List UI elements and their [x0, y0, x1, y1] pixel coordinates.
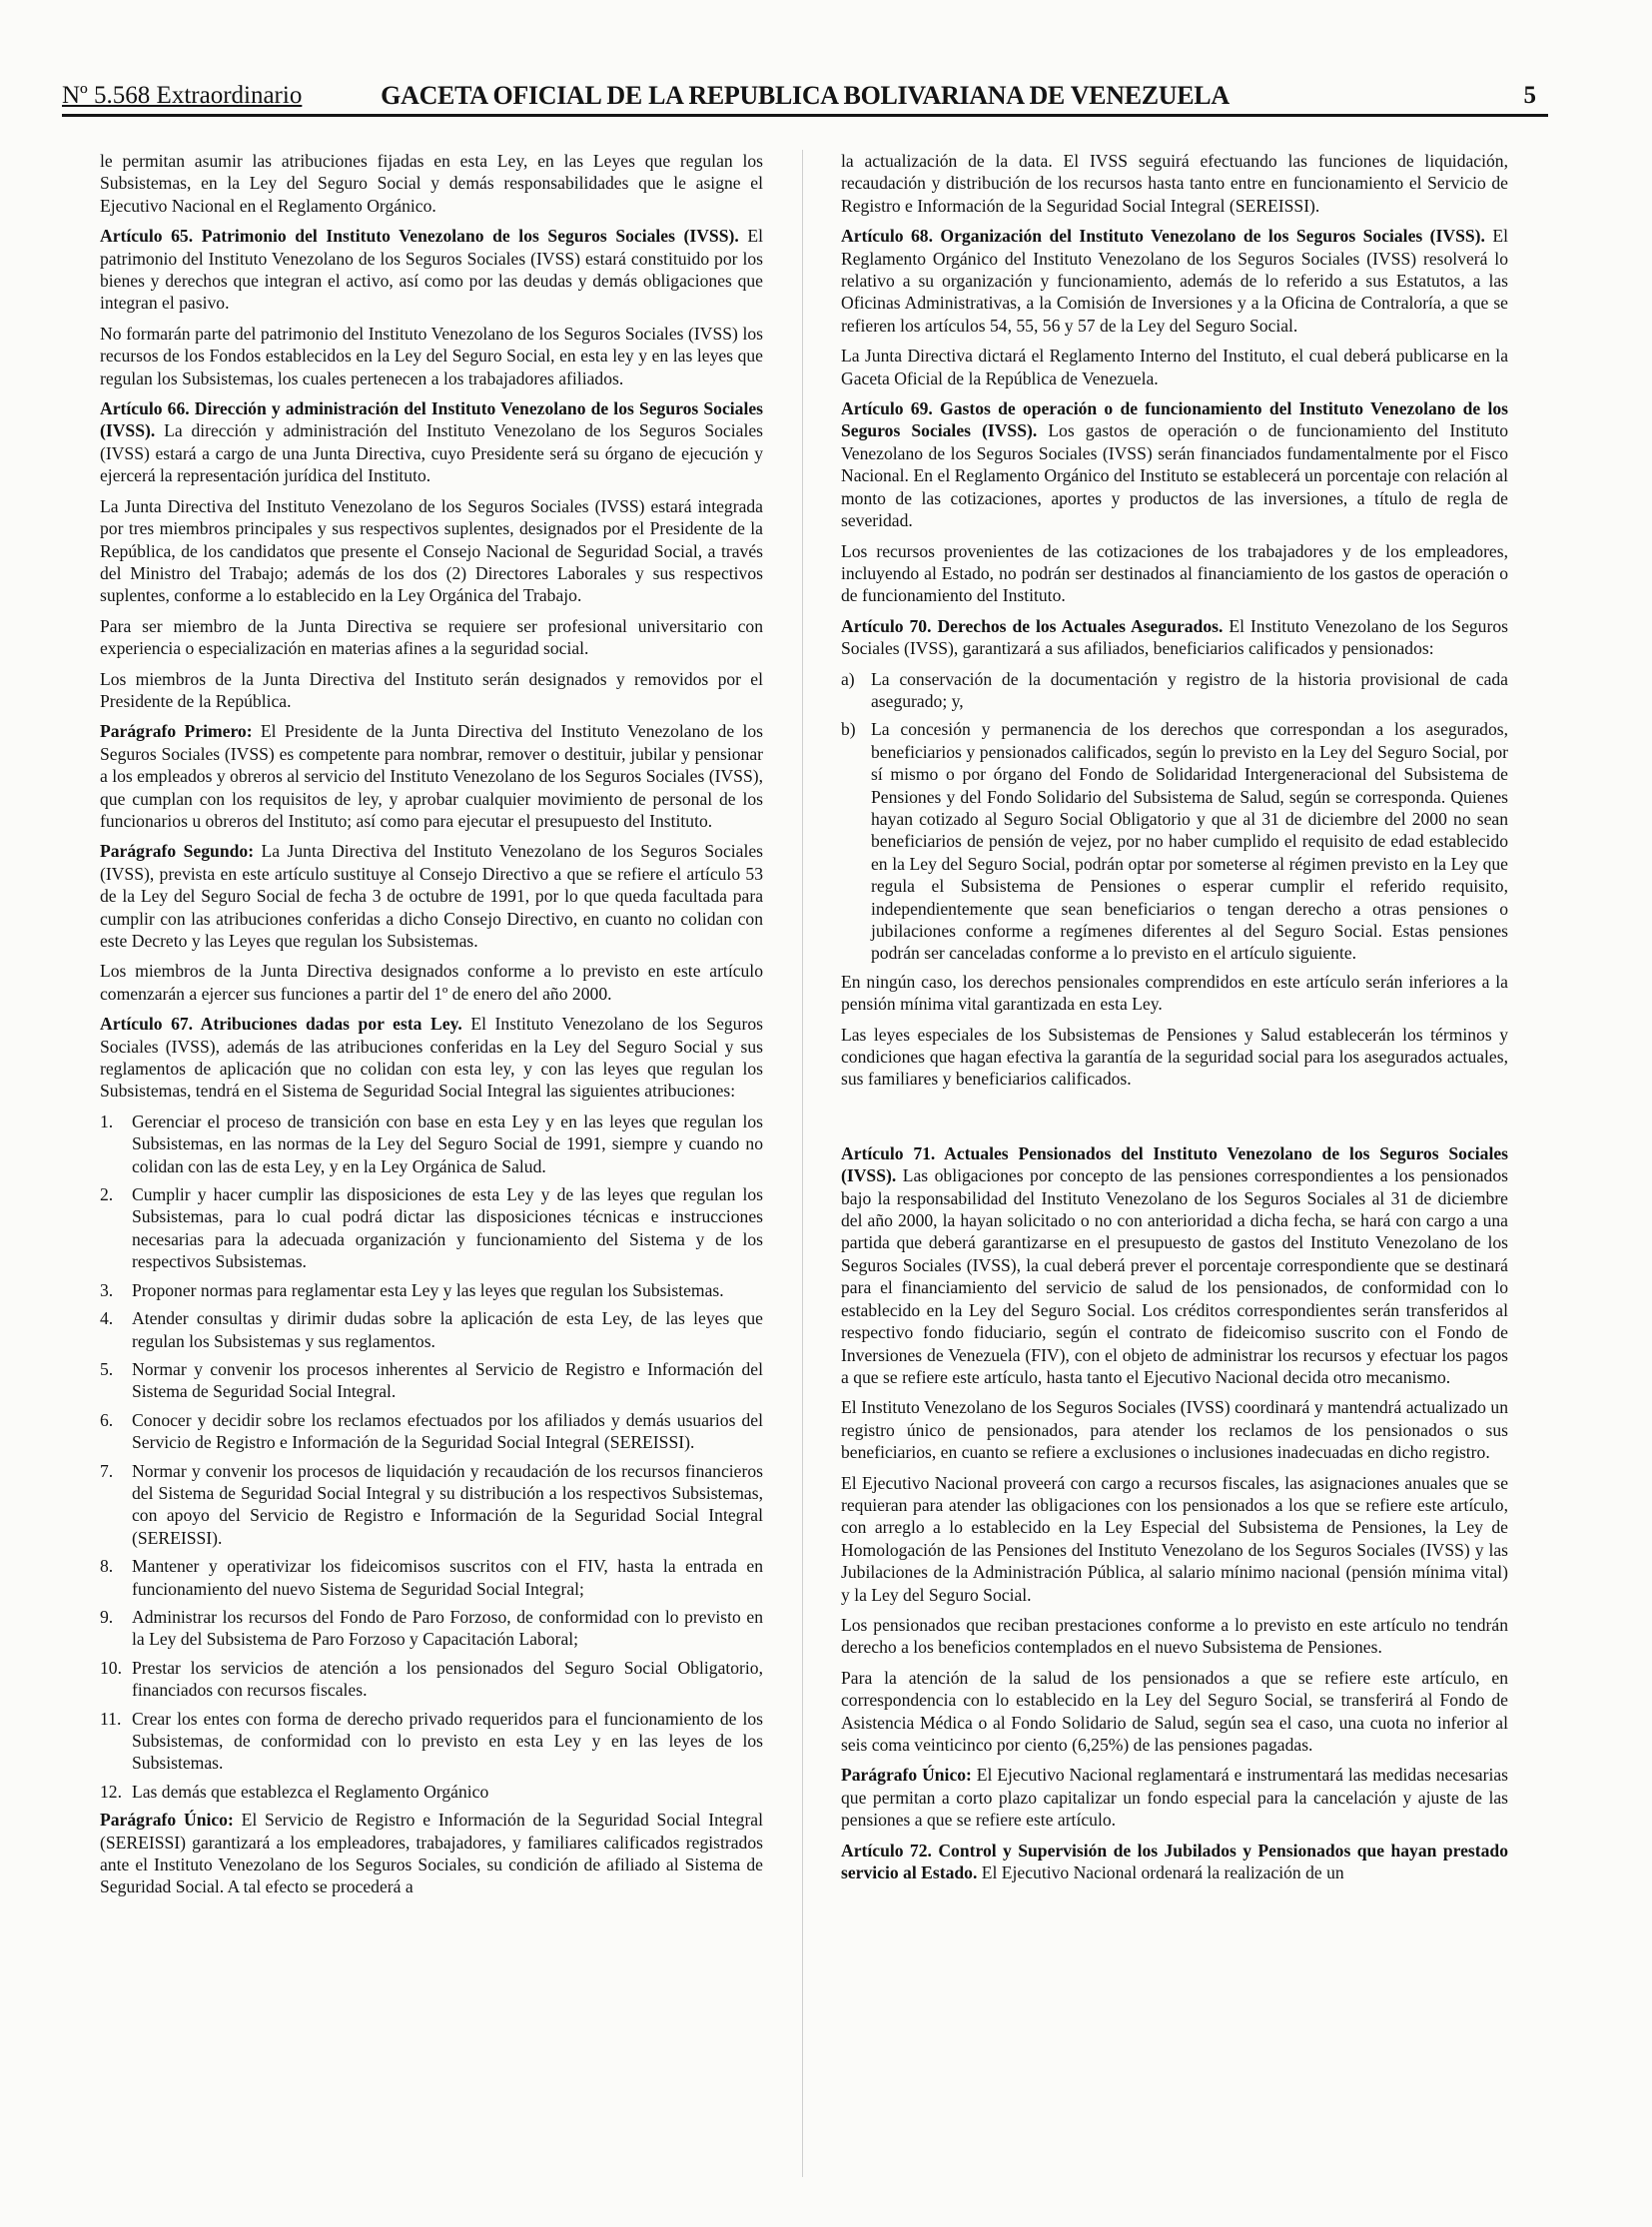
article-heading: Artículo 66. Dirección y administración del Instituto Venezolano de los Seguros Sociales (IVSS). [100, 398, 763, 441]
paragraph: le permitan asumir las atribuciones fijadas en esta Ley, en las Leyes que regulan los Subsistemas, en la Ley del Seguro Social y demás responsabilidades que le asigne el Ejecutivo Nacional en el Reglamento Orgánico. [100, 151, 763, 216]
page-number: 5 [1523, 82, 1536, 109]
list-text: Proponer normas para reglamentar esta Ley y las leyes que regulan los Subsistemas. [132, 1279, 724, 1300]
article-65 [100, 225, 763, 315]
right-column [841, 150, 1508, 1891]
list-item [841, 668, 1508, 713]
list-text: Normar y convenir los procesos de liquidación y recaudación de los recursos financieros del Sistema de Seguridad Social Integral y su distribución a los respectivos Subsistemas, con apoyo del Servicio de Registro e Información de la Seguridad Social Integral (SEREISSI). [132, 1460, 763, 1548]
list-item [100, 1555, 763, 1600]
article-text: El Reglamento Orgánico del Instituto Venezolano de los Seguros Sociales (IVSS) resolverá lo relativo a su organización y funcionamiento, además de lo referido a sus Estatutos, a las Oficinas Administrativas, a la Comisión de Inversiones y a la Oficina de Contraloría, a que se refieren los artículos 54, 55, 56 y 57 de la Ley del Seguro Social. [841, 226, 1508, 336]
paragraph-primero [100, 720, 763, 832]
list-letter: a) [841, 668, 855, 689]
paragraph-text: La Junta Directiva del Instituto Venezolano de los Seguros Sociales (IVSS), prevista en este artículo sustituye al Consejo Directivo a que se refiere el artículo 53 de la Ley del Seguro Social de fecha 3 de octubre de 1991, por lo que queda facultada para cumplir con las atribuciones conferidas a dicho Consejo Directivo, en cuanto no colidan con este Decreto y las Leyes que regulan los Subsistemas. [100, 841, 763, 951]
list-number: 10. [100, 1657, 122, 1678]
paragraph: Los recursos provenientes de las cotizaciones de los trabajadores y de los empleadores, incluyendo al Estado, no podrán ser destinados al financiamiento de los gastos de operación o de funcionamiento del Instituto. [841, 540, 1508, 606]
paragraph: Los miembros de la Junta Directiva del Instituto serán designados y removidos por el Presidente de la República. [100, 668, 763, 711]
article-heading: Artículo 70. Derechos de los Actuales Asegurados. [841, 615, 1224, 636]
article-heading: Artículo 72. Control y Supervisión de los Jubilados y Pensionados que hayan prestado servicio al Estado. [841, 1840, 1508, 1883]
list-number: 5. [100, 1358, 114, 1379]
list-text: Crear los entes con forma de derecho privado requeridos para el funcionamiento de los Subsistemas, de conformidad con lo previsto en esta Ley y en las leyes de los Subsistemas. [132, 1708, 763, 1774]
list-number: 6. [100, 1409, 114, 1430]
paragraph: Los pensionados que reciban prestaciones conforme a lo previsto en este artículo no tendrán derecho a los beneficios contemplados en el nuevo Subsistema de Pensiones. [841, 1614, 1508, 1658]
list-item [100, 1409, 763, 1454]
article-text: El Ejecutivo Nacional ordenará la realización de un [977, 1862, 1344, 1883]
list-number: 4. [100, 1308, 114, 1329]
article-text: La dirección y administración del Instituto Venezolano de los Seguros Sociales (IVSS) estará a cargo de una Junta Directiva, cuyo Presidente será su órgano de ejecución y ejercerá la representación jurídica del Instituto. [100, 420, 763, 486]
attributions-list [100, 1111, 763, 1803]
article-heading: Artículo 68. Organización del Instituto Venezolano de los Seguros Sociales (IVSS). [841, 226, 1485, 247]
paragraph-heading: Parágrafo Primero: [100, 721, 253, 742]
blank-space [841, 1099, 1508, 1142]
paragraph: No formarán parte del patrimonio del Instituto Venezolano de los Seguros Sociales (IVSS) los recursos de los Fondos establecidos en la Ley del Seguro Social, en esta ley y en las leyes que regulan los Subsistemas, los cuales pertenecen a los trabajadores afiliados. [100, 323, 763, 388]
list-number: 9. [100, 1606, 114, 1627]
paragraph: El Ejecutivo Nacional proveerá con cargo a recursos fiscales, las asignaciones anuales que se requieran para atender las obligaciones con los pensionados a los que se refiere este artículo, con arreglo a lo establecido en la Ley Especial del Subsistema de Pensiones, la Ley de Homologación de las Pensiones del Instituto Venezolano de los Seguros Sociales (IVSS) y las Jubilaciones de la Administración Pública, al salario mínimo nacional (pensión mínima vital) y la Ley del Seguro Social. [841, 1472, 1508, 1605]
article-heading: Artículo 67. Atribuciones dadas por esta Ley. [100, 1014, 462, 1035]
paragraph: Para la atención de la salud de los pensionados a que se refiere este artículo, en correspondencia con lo establecido en la Ley del Seguro Social, se transferirá al Fondo de Asistencia Médica o al Fondo Solidario de Salud, según sea el caso, una cuota no inferior al seis coma veinticinco por ciento (6,25%) de las pensiones pagadas. [841, 1667, 1508, 1755]
list-number: 2. [100, 1184, 114, 1205]
list-text: Prestar los servicios de atención a los pensionados del Seguro Social Obligatorio, financiados con recursos fiscales. [132, 1657, 763, 1701]
paragraph: la actualización de la data. El IVSS seguirá efectuando las funciones de liquidación, recaudación y distribución de los recursos hasta tanto entre en funcionamiento el Servicio de Registro e Información de la Seguridad Social Integral (SEREISSI). [841, 151, 1508, 216]
paragraph-heading: Parágrafo Único: [841, 1765, 972, 1786]
issue-number: Nº 5.568 Extraordinario [62, 82, 303, 109]
list-text: La concesión y permanencia de los derechos que correspondan a los asegurados, beneficiarios y pensionados calificados, según lo previsto en la Ley del Seguro Social, por sí mismo o por órgano del Fondo de Solidaridad Intergeneracional del Subsistema de Pensiones y del Fondo Solidario del Subsistema de Salud, según se corresponda. Quienes hayan cotizado al Seguro Social Obligatorio y que al 31 de diciembre del 2000 no sean beneficiarios de pensión de vejez, por no haber cumplido el requisito de edad establecido en la Ley del Seguro Social, podrán optar por someterse al régimen previsto en la Ley que regula el Subsistema de Pensiones o esperar cumplir el referido requisito, independientemente que sean beneficiarios o tengan derecho a otras pensiones o jubilaciones conforme a regímenes diferentes al del Seguro Social. Estas pensiones podrán ser canceladas conforme a lo previsto en el artículo siguiente. [871, 719, 1508, 964]
list-text: La conservación de la documentación y registro de la historia provisional de cada asegurado; y, [871, 668, 1508, 711]
paragraph-segundo [100, 840, 763, 952]
left-column [100, 150, 763, 1906]
list-item [100, 1183, 763, 1273]
page-header [62, 78, 1548, 117]
article-text: Las obligaciones por concepto de las pensiones correspondientes a los pensionados bajo la responsabilidad del Instituto Venezolano de los Seguros Sociales al 31 de diciembre del año 2000, la hayan solicitado o no con anterioridad a dicha fecha, se hará con cargo a una partida que deberá garantizarse en el presupuesto de gastos del Instituto Venezolano de los Seguros Sociales (IVSS), la cual deberá prever el porcentaje correspondiente que se destinará para el financiamiento del servicio de salud de los pensionados, de conformidad con lo establecido en la Ley del Seguro Social. Los créditos correspondientes serán transferidos al respectivo fondo fiduciario, según el contrato de fideicomiso suscrito con el Fondo de Inversiones de Venezuela (FIV), con el objeto de administrar los recursos y efectuar los pagos a que se refiere este artículo, hasta tanto el Ejecutivo Nacional decida otro mecanismo. [841, 1165, 1508, 1387]
paragraph: El Instituto Venezolano de los Seguros Sociales (IVSS) coordinará y mantendrá actualizado un registro único de pensionados, para atender los reclamos de los pensionados o sus beneficiarios, en cuanto se refiere a exclusiones o inclusiones inadecuadas en dicho registro. [841, 1397, 1508, 1463]
article-66 [100, 397, 763, 487]
list-item [100, 1708, 763, 1775]
paragraph-heading: Parágrafo Segundo: [100, 841, 255, 862]
list-item [100, 1606, 763, 1651]
article-heading: Artículo 71. Actuales Pensionados del Instituto Venezolano de los Seguros Sociales (IVSS). [841, 1142, 1508, 1186]
paragraph: Las leyes especiales de los Subsistemas de Pensiones y Salud establecerán los términos y condiciones que hagan efectiva la garantía de la seguridad social para los asegurados actuales, sus familiares y beneficiarios calificados. [841, 1024, 1508, 1090]
list-number: 11. [100, 1708, 122, 1729]
article-text: El Instituto Venezolano de los Seguros Sociales (IVSS), garantizará a sus afiliados, beneficiarios calificados y pensionados: [841, 615, 1508, 659]
article-text: El Instituto Venezolano de los Seguros Sociales (IVSS), además de las atribuciones conferidas en la Ley del Seguro Social y sus reglamentos de aplicación que no colidan con esta ley, y con las leyes que regulan los Subsistemas, tendrá en el Sistema de Seguridad Social Integral las siguientes atribuciones: [100, 1014, 763, 1102]
paragraph: Para ser miembro de la Junta Directiva se requiere ser profesional universitario con experiencia o especialización en materias afines a la seguridad social. [100, 615, 763, 659]
list-item [100, 1111, 763, 1177]
article-text: Los gastos de operación o de funcionamiento del Instituto Venezolano de los Seguros Sociales (IVSS) serán financiados fundamentalmente por el Fisco Nacional. En el Reglamento Orgánico del Instituto se establecerá un porcentaje con relación al monto de las cotizaciones, aportes y productos de las inversiones, a título de regla de severidad. [841, 420, 1508, 531]
list-text: Conocer y decidir sobre los reclamos efectuados por los afiliados y demás usuarios del Servicio de Registro e Información de la Seguridad Social Integral (SEREISSI). [132, 1409, 763, 1453]
paragraph-text: El Ejecutivo Nacional reglamentará e instrumentará las medidas necesarias que permitan a corto plazo capitalizar un fondo especial para la cancelación y ajuste de las pensiones a que se refiere este artículo. [841, 1765, 1509, 1831]
article-heading: Artículo 69. Gastos de operación o de funcionamiento del Instituto Venezolano de los Seguros Sociales (IVSS). [841, 398, 1508, 441]
paragraph: La Junta Directiva dictará el Reglamento Interno del Instituto, el cual deberá publicarse en la Gaceta Oficial de la República de Venezuela. [841, 346, 1508, 388]
paragraph-text: El Servicio de Registro e Información de la Seguridad Social Integral (SEREISSI) garantizará a los empleadores, trabajadores, y familiares calificados registrados ante el Instituto Venezolano de los Seguros Sociales, su condición de afiliado al Sistema de Seguridad Social. A tal efecto se procederá a [100, 1810, 764, 1897]
list-number: 8. [100, 1556, 114, 1577]
list-number: 3. [100, 1279, 114, 1300]
list-number: 1. [100, 1111, 114, 1131]
paragraph: Los miembros de la Junta Directiva designados conforme a lo previsto en este artículo comenzarán a ejercer sus funciones a partir del 1º de enero del año 2000. [100, 961, 763, 1004]
list-text: Cumplir y hacer cumplir las disposiciones de esta Ley y de las leyes que regulan los Subsistemas, para lo cual podrá dictar las disposiciones técnicas e instrucciones necesarias para la adecuada organización y funcionamiento del Sistema y de los respectivos Subsistemas. [132, 1184, 763, 1272]
paragraph: La Junta Directiva del Instituto Venezolano de los Seguros Sociales (IVSS) estará integrada por tres miembros principales y sus respectivos suplentes, designados por el Presidente de la República, de los candidatos que presente el Consejo Nacional de Seguridad Social, a través del Ministro del Trabajo; además de los dos (2) Directores Laborales y sus respectivos suplentes, conforme a lo establecido en la Ley Orgánica del Trabajo. [100, 495, 763, 606]
paragraph: En ningún caso, los derechos pensionales comprendidos en este artículo serán inferiores a la pensión mínima vital garantizada en esta Ley. [841, 971, 1508, 1015]
article-heading: Artículo 65. Patrimonio del Instituto Venezolano de los Seguros Sociales (IVSS). [100, 226, 739, 247]
paragraph-unico [841, 1764, 1508, 1831]
list-item [100, 1307, 763, 1352]
list-item [100, 1358, 763, 1403]
list-number: 12. [100, 1781, 122, 1802]
article-72 [841, 1840, 1508, 1884]
article-67 [100, 1013, 763, 1103]
column-divider [802, 150, 803, 2177]
list-text: Normar y convenir los procesos inherentes al Servicio de Registro e Información del Sistema de Seguridad Social Integral. [132, 1358, 763, 1402]
article-69 [841, 397, 1508, 531]
list-text: Atender consultas y dirimir dudas sobre la aplicación de esta Ley, de las leyes que regulan los Subsistemas y sus reglamentos. [132, 1308, 763, 1351]
list-item [100, 1460, 763, 1550]
paragraph-text: El Presidente de la Junta Directiva del Instituto Venezolano de los Seguros Sociales (IVSS) es competente para nombrar, remover o destituir, jubilar y pensionar a los empleados y obreros al servicio del Instituto Venezolano de los Seguros Sociales (IVSS), que cumplan con los requisitos de ley, y aprobar cualquier movimiento de personal de los funcionarios u obreros del Instituto; así como para ejecutar el presupuesto del Instituto. [100, 721, 763, 831]
article-text: El patrimonio del Instituto Venezolano de los Seguros Sociales (IVSS) estará constituido por los bienes y derechos que integran el activo, así como por las deudas y demás obligaciones que integran el pasivo. [100, 226, 763, 314]
article-71 [841, 1142, 1508, 1388]
list-letter: b) [841, 719, 856, 740]
list-item [100, 1279, 763, 1301]
gazette-title: GACETA OFICIAL DE LA REPUBLICA BOLIVARIANA DE VENEZUELA [381, 81, 1230, 110]
list-text: Mantener y operativizar los fideicomisos suscritos con el FIV, hasta la entrada en funcionamiento del nuevo Sistema de Seguridad Social Integral; [132, 1556, 763, 1599]
list-number: 7. [100, 1460, 114, 1481]
paragraph-heading: Parágrafo Único: [100, 1810, 234, 1831]
list-text: Administrar los recursos del Fondo de Paro Forzoso, de conformidad con lo previsto en la Ley del Subsistema de Paro Forzoso y Capacitación Laboral; [132, 1606, 763, 1650]
article-68 [841, 225, 1508, 337]
article-70 [841, 615, 1508, 660]
list-item [100, 1781, 763, 1803]
rights-list [841, 668, 1508, 965]
paragraph-unico [100, 1809, 763, 1898]
list-item [841, 718, 1508, 964]
list-text: Las demás que establezca el Reglamento Orgánico [132, 1781, 489, 1802]
list-text: Gerenciar el proceso de transición con base en esta Ley y en las leyes que regulan los Subsistemas, en las normas de la Ley del Seguro Social de 1991, siempre y cuando no colidan con las de esta Ley, y en la Ley Orgánica de Salud. [132, 1111, 763, 1176]
list-item [100, 1657, 763, 1702]
